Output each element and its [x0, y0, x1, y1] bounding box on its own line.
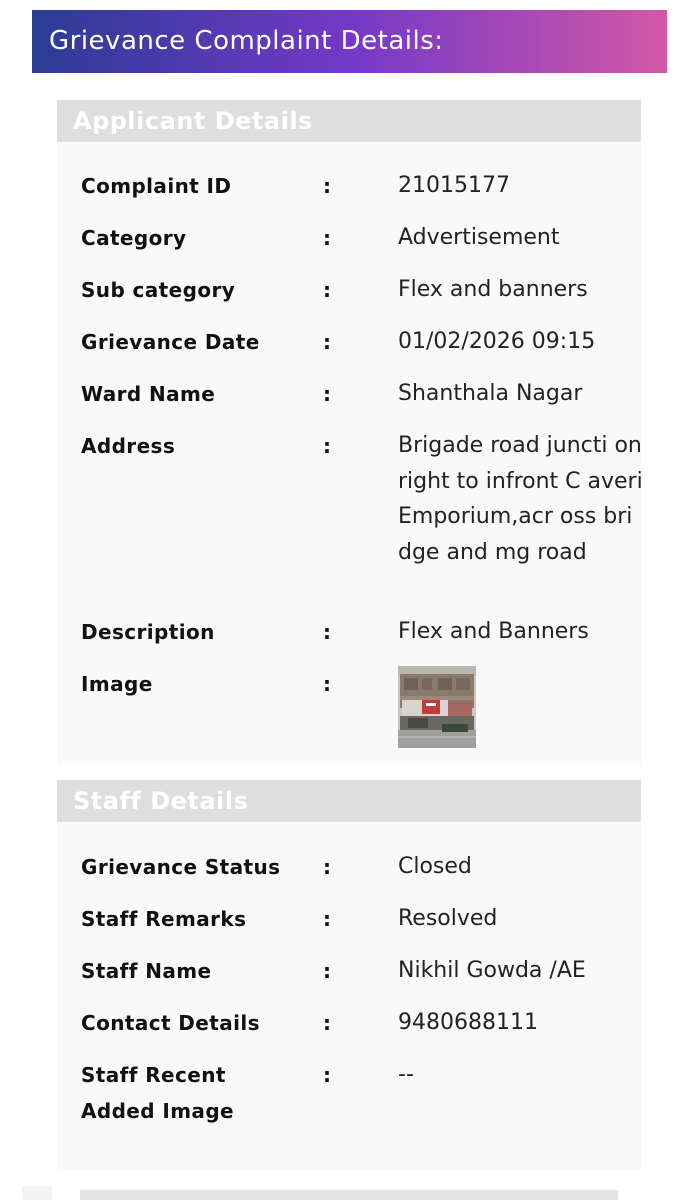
staff-name-value: Nikhil Gowda /AE	[398, 958, 586, 983]
separator-colon: :	[323, 907, 331, 931]
address-value: Brigade road juncti on right to infront C averi Emporium,acr oss bridge and mg road	[398, 433, 643, 565]
separator-colon: :	[323, 226, 331, 250]
separator-colon: :	[323, 620, 331, 644]
sub-category-label: Sub category	[81, 278, 236, 302]
contact-details-label: Contact Details	[81, 1011, 260, 1035]
address-label: Address	[81, 434, 176, 458]
complaint-id-label: Complaint ID	[81, 174, 232, 198]
description-value: Flex and Banners	[398, 619, 589, 644]
bottom-corner-decoration	[22, 1186, 52, 1200]
grievance-status-label: Grievance Status	[81, 855, 281, 879]
staff-details-card	[57, 780, 641, 1170]
separator-colon: :	[323, 174, 331, 198]
applicant-details-heading: Applicant Details	[57, 100, 641, 142]
page-title: Grievance Complaint Details:	[49, 26, 444, 56]
staff-remarks-value: Resolved	[398, 906, 498, 931]
staff-remarks-label: Staff Remarks	[81, 907, 247, 931]
complaint-id-value: 21015177	[398, 173, 510, 198]
staff-details-heading: Staff Details	[57, 780, 641, 822]
separator-colon: :	[323, 1063, 331, 1087]
description-label: Description	[81, 620, 215, 644]
complaint-photo-image	[398, 666, 476, 748]
ward-name-label: Ward Name	[81, 382, 216, 406]
image-label: Image	[81, 672, 153, 696]
contact-details-value: 9480688111	[398, 1010, 538, 1035]
grievance-date-value: 01/02/2026 09:15	[398, 329, 596, 354]
applicant-details-card	[57, 100, 641, 765]
separator-colon: :	[323, 434, 331, 458]
separator-colon: :	[323, 278, 331, 302]
grievance-status-value: Closed	[398, 854, 472, 879]
separator-colon: :	[323, 855, 331, 879]
separator-colon: :	[323, 1011, 331, 1035]
separator-colon: :	[323, 330, 331, 354]
staff-recent-image-label: Staff Recent Added Image	[81, 1063, 235, 1123]
separator-colon: :	[323, 382, 331, 406]
separator-colon: :	[323, 959, 331, 983]
staff-recent-image-value: --	[398, 1062, 414, 1087]
category-value: Advertisement	[398, 225, 560, 250]
staff-name-label: Staff Name	[81, 959, 212, 983]
separator-colon: :	[323, 672, 331, 696]
next-section-edge	[80, 1190, 618, 1200]
page-header	[32, 10, 667, 73]
grievance-date-label: Grievance Date	[81, 330, 260, 354]
category-label: Category	[81, 226, 187, 250]
complaint-image-thumbnail[interactable]	[398, 666, 476, 748]
sub-category-value: Flex and banners	[398, 277, 588, 302]
ward-name-value: Shanthala Nagar	[398, 381, 583, 406]
